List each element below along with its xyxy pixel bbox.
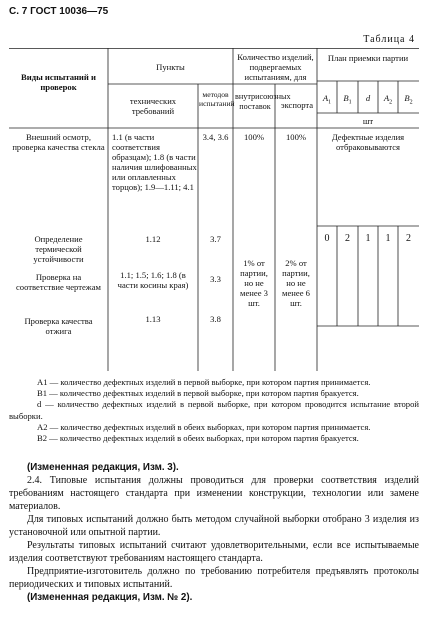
row-tech-drawings: 1.1; 1.5; 1.6; 1.8 (в части косины края) bbox=[117, 270, 189, 290]
paragraph-results: Результаты типовых испытаний считают удовлетворительными, если все испытываемые изделия соответствуют требованиям настоящего стандарта. bbox=[9, 540, 419, 564]
header-plan-unit: шт bbox=[362, 116, 374, 126]
row-tech-thermal-stability: 1.12 bbox=[145, 234, 161, 244]
row-name-annealing: Проверка качества отжига bbox=[24, 316, 93, 336]
header-items: Пункты bbox=[156, 62, 185, 72]
plan-value-d: 1 bbox=[365, 233, 371, 244]
note-a2: A2 — количество дефектных изделий в обеих выборках, при котором партия принимается. bbox=[37, 421, 371, 432]
header-internal: внутрисоюзных поставок bbox=[235, 92, 291, 111]
row-methods-annealing: 3.8 bbox=[210, 314, 221, 324]
page-header: С. 7 ГОСТ 10036—75 bbox=[9, 6, 109, 17]
merged-internal-quantity: 1% от партии, но не менее 3 шт. bbox=[240, 258, 268, 308]
header-export: экспорта bbox=[280, 100, 314, 110]
note-d: d — количество дефектных изделий в первой выборке, при котором проводится испытание второй выборки. bbox=[9, 399, 419, 421]
header-plan-b1: $B_1$ bbox=[343, 93, 352, 106]
row-export-visual-inspection: 100% bbox=[285, 132, 307, 142]
acceptance-table bbox=[9, 48, 419, 371]
plan-value-a2: 1 bbox=[385, 233, 391, 244]
row-methods-visual-inspection: 3.4, 3.6 bbox=[202, 132, 229, 142]
header-test-type: Виды испытаний и проверок bbox=[21, 72, 96, 92]
header-tech-requirements: технических требований bbox=[129, 96, 177, 116]
note-b2: B2 — количество дефектных изделий в обеих выборках, при котором партия бракуется. bbox=[37, 433, 359, 444]
amendment-note-2: (Измененная редакция, Изм. № 2). bbox=[27, 592, 193, 603]
row-plan-note: Дефектные изделия отбраковываются bbox=[331, 132, 405, 152]
body-text bbox=[9, 461, 419, 604]
header-plan-d: d bbox=[365, 93, 371, 103]
paragraph-protocols: Предприятие-изготовитель должно по требованию потребителя предъявлять протоколы периодических и типовых испытаний. bbox=[9, 566, 419, 590]
table-notes bbox=[9, 377, 419, 444]
header-test-methods: методов испытаний bbox=[199, 90, 235, 108]
row-name-drawings: Проверка на соответствие чертежам bbox=[15, 272, 101, 292]
header-plan-a2: $A_2$ bbox=[383, 93, 393, 106]
row-methods-thermal-stability: 3.7 bbox=[210, 234, 221, 244]
amendment-note-3: (Измененная редакция, Изм. 3). bbox=[27, 462, 179, 473]
row-tech-visual-inspection: 1.1 (в части соответствия образцам); 1.8 (в части наличия шлифованных или оплавленных торцов); 1.9—1.11; 4.1 bbox=[112, 132, 197, 192]
note-b1: B1 — количество дефектных изделий в первой выборке, при котором партия бракуется. bbox=[37, 388, 359, 399]
table-title: Таблица 4 bbox=[363, 34, 415, 45]
header-plan-a1: $A_1$ bbox=[322, 93, 332, 106]
plan-value-b1: 2 bbox=[345, 233, 350, 244]
row-name-thermal-stability: Определение термической устойчивости bbox=[33, 234, 84, 264]
paragraph-2-4: 2.4. Типовые испытания должны проводиться для проверки соответствия изделий требованиям настоящего стандарта при изменении конструкции, технологии или замене материалов. bbox=[9, 475, 419, 512]
header-plan: План приемки партии bbox=[327, 53, 409, 63]
paragraph-sampling: Для типовых испытаний должно быть методом случайной выборки отобрано 3 изделия из установочной или опытной партии. bbox=[9, 514, 419, 538]
merged-export-quantity: 2% от партии, но не менее 6 шт. bbox=[282, 258, 310, 308]
plan-value-a1: 0 bbox=[324, 233, 330, 244]
row-name-visual-inspection: Внешний осмотр, проверка качества стекла bbox=[12, 132, 105, 152]
plan-value-b2: 2 bbox=[406, 233, 411, 244]
header-plan-b2: $B_2$ bbox=[404, 93, 413, 106]
note-a1: A1 — количество дефектных изделий в первой выборке, при котором партия принимается. bbox=[37, 377, 371, 387]
header-quantity: Количество изделий, подвергаемых испытаниям, для bbox=[237, 52, 314, 82]
row-tech-annealing: 1.13 bbox=[145, 314, 161, 324]
row-methods-drawings: 3.3 bbox=[210, 274, 221, 284]
row-internal-visual-inspection: 100% bbox=[243, 132, 265, 142]
